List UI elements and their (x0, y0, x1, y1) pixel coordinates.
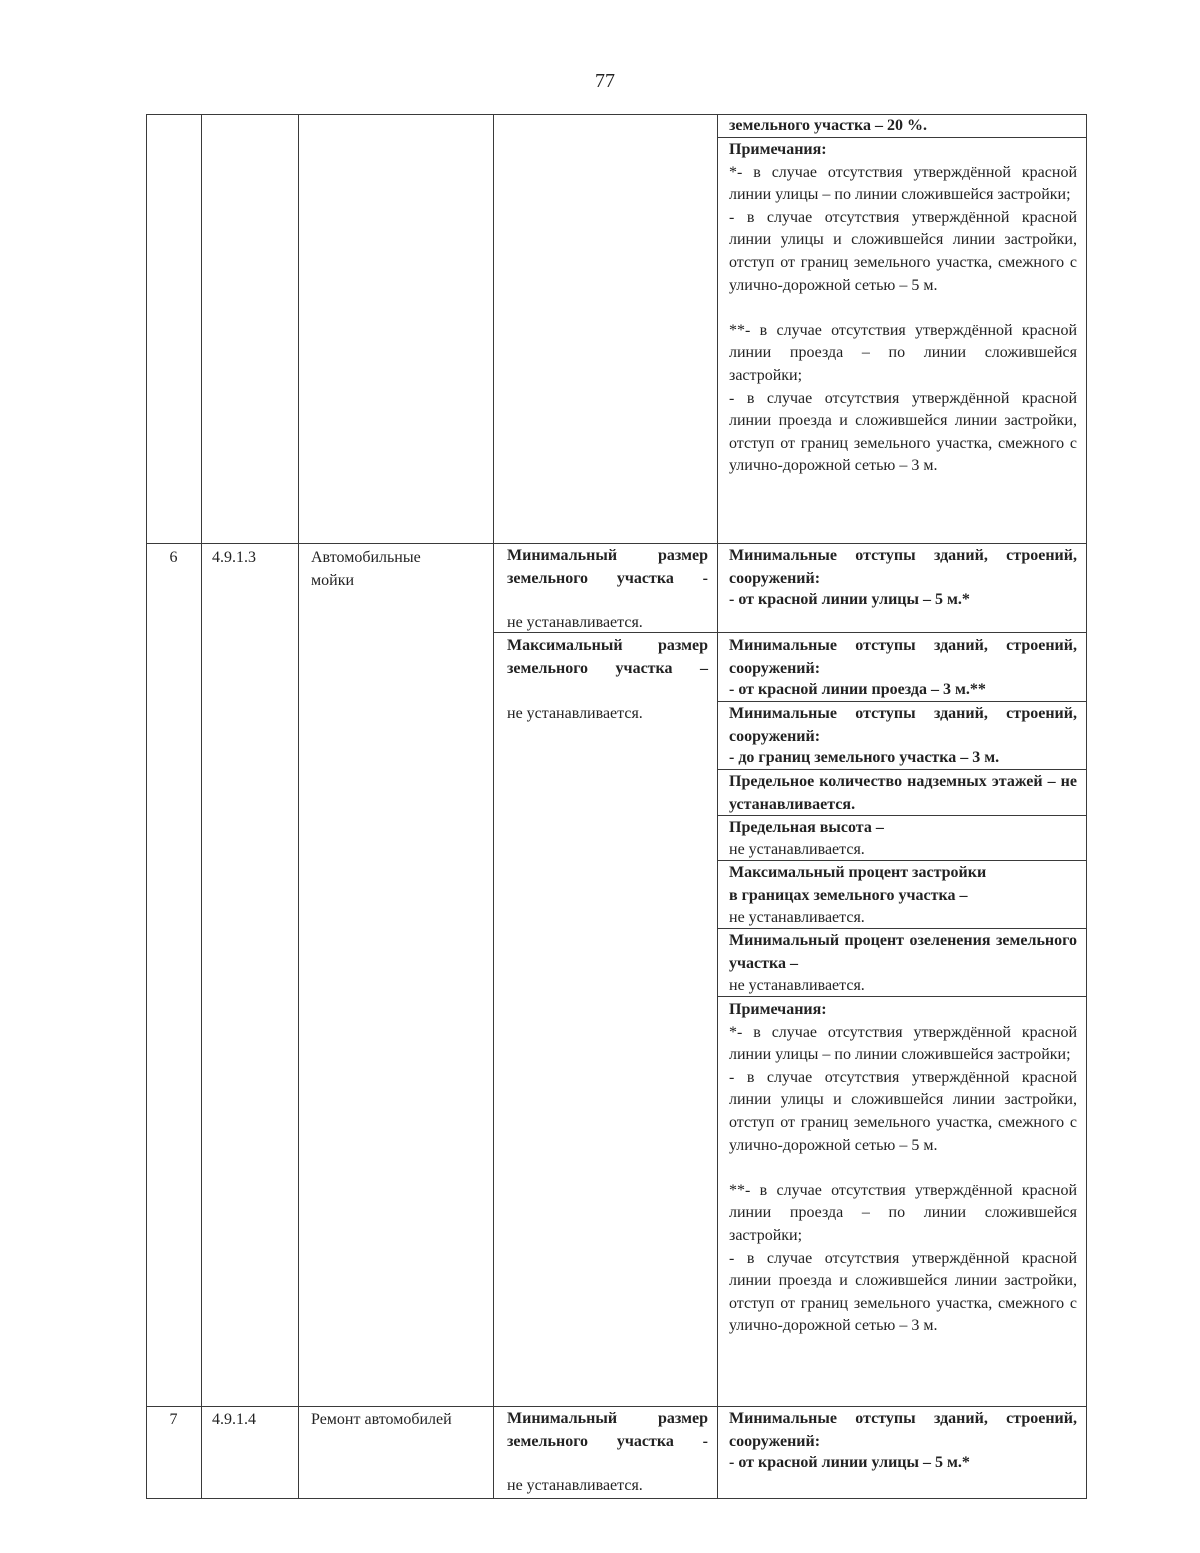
note-line: - в случае отсутствия утверждённой красной линии улицы и сложившейся линии застройки, отступ от границ земельного участка, смежного с улично-дорожной сетью – 5 м. (729, 208, 1077, 294)
notes-block-top (729, 139, 1077, 478)
param-setback-value: - от красной линии улицы – 5 м.* (729, 1454, 970, 1471)
row-number: 6 (169, 549, 178, 566)
row-code: 4.9.1.4 (212, 1411, 256, 1428)
table-border-left (146, 114, 147, 1499)
param-coverage-title: в границах земельного участка – (729, 887, 968, 904)
param-height-value: не устанавливается. (729, 841, 865, 858)
row-name: Автомобильные мойки (311, 549, 421, 589)
notes-block-row6 (729, 999, 1077, 1338)
size-max-label: Максимальный размер земельного участка – (507, 637, 708, 677)
column-divider (493, 114, 494, 1499)
param-setback-value: - от красной линии проезда – 3 м.** (729, 681, 986, 698)
param-floors: Предельное количество надземных этажей – не устанавливается. (729, 773, 1077, 813)
size-min-value: не устанавливается. (507, 614, 643, 631)
column-divider (201, 114, 202, 1499)
note-line: - в случае отсутствия утверждённой красной линии проезда и сложившейся линии застройки, отступ от границ земельного участка, смежного с улично-дорожной сетью – 3 м. (729, 389, 1077, 475)
param-greening-title: Минимальный процент озеленения земельного участка – (729, 932, 1077, 972)
row-name: Ремонт автомобилей (311, 1411, 452, 1428)
notes-heading: Примечания: (729, 1001, 827, 1018)
param-greening-value: не устанавливается. (729, 977, 865, 994)
param-setback-title: Минимальные отступы зданий, строений, сооружений: (729, 1410, 1077, 1450)
param-coverage-title: Максимальный процент застройки (729, 864, 987, 881)
page-number: 77 (595, 70, 615, 92)
param-setback-value: - от красной линии улицы – 5 м.* (729, 591, 970, 608)
param-height-title: Предельная высота – (729, 819, 884, 836)
note-line: *- в случае отсутствия утверждённой красной линии улицы – по линии сложившейся застройки; (729, 163, 1077, 204)
row-divider-7 (146, 1406, 1086, 1407)
note-line: **- в случае отсутствия утверждённой красной линии проезда – по линии сложившейся застройки; (729, 1181, 1077, 1244)
param-coverage-value: не устанавливается. (729, 909, 865, 926)
param-setback-title: Минимальные отступы зданий, строений, сооружений: (729, 637, 1077, 677)
size-min-label: Минимальный размер земельного участка - (507, 547, 708, 587)
note-line: - в случае отсутствия утверждённой красной линии проезда и сложившейся линии застройки, отступ от границ земельного участка, смежного с улично-дорожной сетью – 3 м. (729, 1249, 1077, 1335)
row-divider-6 (146, 543, 1086, 544)
size-min-value: не устанавливается. (507, 1477, 643, 1494)
column-divider (298, 114, 299, 1499)
row-number: 7 (169, 1411, 178, 1428)
table-border-bottom (146, 1498, 1086, 1499)
column-divider (717, 114, 718, 1499)
row-code: 4.9.1.3 (212, 549, 256, 566)
note-line: - в случае отсутствия утверждённой красной линии улицы и сложившейся линии застройки, отступ от границ земельного участка, смежного с улично-дорожной сетью – 5 м. (729, 1068, 1077, 1154)
param-setback-value: - до границ земельного участка – 3 м. (729, 749, 1000, 766)
param-setback-title: Минимальные отступы зданий, строений, сооружений: (729, 547, 1077, 587)
size-max-value: не устанавливается. (507, 705, 643, 722)
notes-heading: Примечания: (729, 141, 827, 158)
size-min-label: Минимальный размер земельного участка - (507, 1410, 708, 1450)
note-line: **- в случае отсутствия утверждённой красной линии проезда – по линии сложившейся застройки; (729, 321, 1077, 384)
param-setback-title: Минимальные отступы зданий, строений, сооружений: (729, 705, 1077, 745)
note-line: *- в случае отсутствия утверждённой красной линии улицы – по линии сложившейся застройки; (729, 1023, 1077, 1064)
table-border-right (1086, 114, 1087, 1499)
continuation-text: земельного участка – 20 %. (729, 117, 928, 134)
